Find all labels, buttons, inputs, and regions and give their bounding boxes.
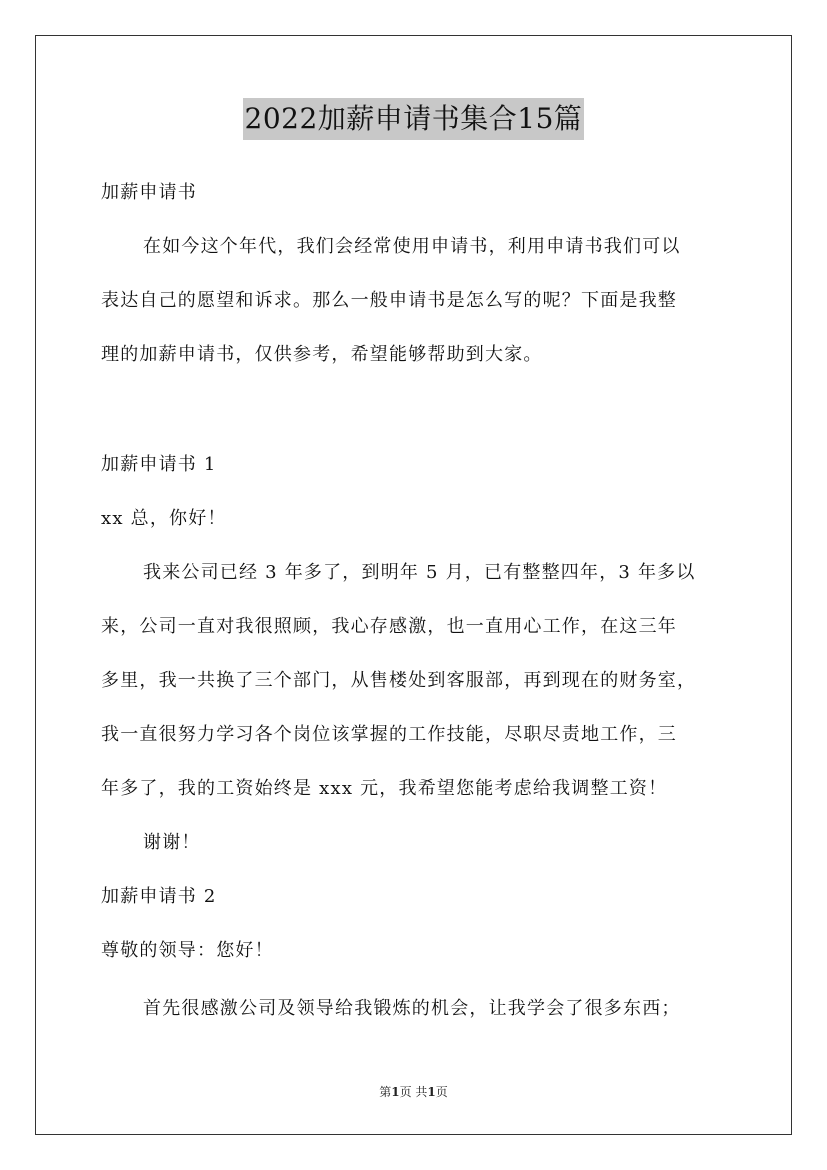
footer-suffix: 页	[435, 1085, 448, 1099]
section-heading: 加薪申请书	[101, 182, 197, 203]
paragraph-line: 理的加薪申请书，仅供参考，希望能够帮助到大家。	[101, 344, 543, 365]
footer-current-page: 1	[391, 1085, 400, 1099]
closing-line: 谢谢！	[143, 832, 201, 853]
footer-mid: 页 共	[399, 1085, 428, 1099]
paragraph-line: 多里，我一共换了三个部门，从售楼处到客服部，再到现在的财务室，	[101, 670, 697, 691]
paragraph-line: 年多了，我的工资始终是 xxx 元，我希望您能考虑给我调整工资！	[101, 778, 668, 799]
paragraph-line: 来，公司一直对我很照顾，我心存感激，也一直用心工作，在这三年	[101, 616, 677, 637]
salutation: 尊敬的领导：您好！	[101, 940, 274, 961]
footer-prefix: 第	[379, 1085, 392, 1099]
paragraph-line: 首先很感激公司及领导给我锻炼的机会，让我学会了很多东西；	[143, 998, 681, 1019]
document-title: 2022加薪申请书集合15篇	[243, 98, 585, 140]
footer-total-pages: 1	[427, 1085, 436, 1099]
page-footer	[0, 1084, 827, 1100]
paragraph-line: 我来公司已经 3 年多了，到明年 5 月，已有整整四年，3 年多以	[143, 562, 696, 583]
salutation: xx 总，你好！	[101, 508, 227, 529]
section-heading: 加薪申请书 2	[101, 886, 217, 907]
title-container	[0, 98, 827, 140]
paragraph-line: 表达自己的愿望和诉求。那么一般申请书是怎么写的呢？下面是我整	[101, 290, 677, 311]
paragraph-line: 我一直很努力学习各个岗位该掌握的工作技能，尽职尽责地工作，三	[101, 724, 677, 745]
section-heading: 加薪申请书 1	[101, 454, 217, 475]
paragraph-line: 在如今这个年代，我们会经常使用申请书，利用申请书我们可以	[143, 236, 681, 257]
